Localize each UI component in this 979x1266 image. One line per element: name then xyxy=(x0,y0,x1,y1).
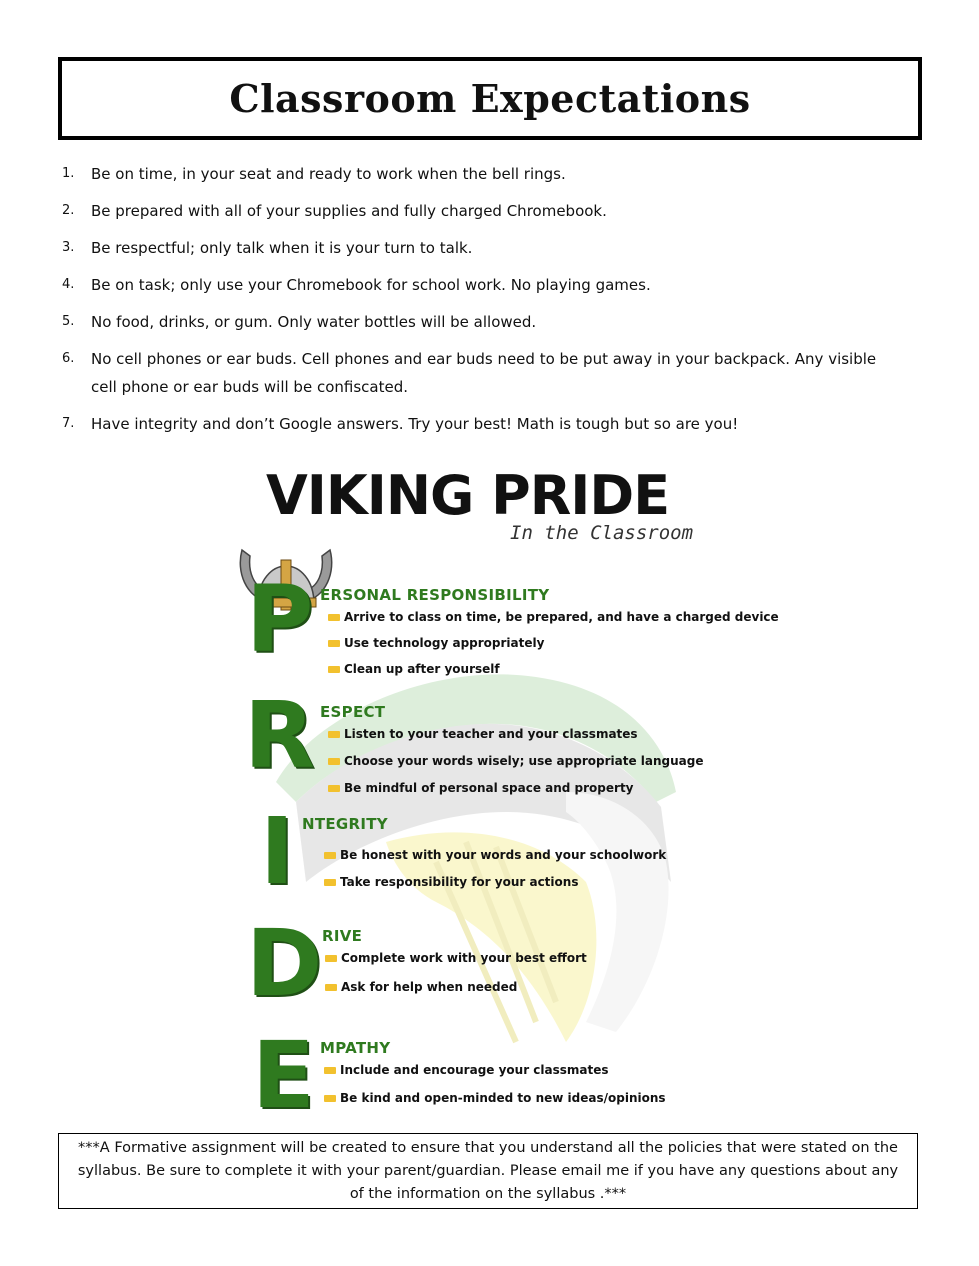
list-text: Have integrity and don’t Google answers. Try your best! Math is tough but so are you! xyxy=(91,415,739,433)
bullet-item: Listen to your teacher and your classmates xyxy=(328,727,638,741)
letter-p: P xyxy=(246,566,314,673)
list-text: Be prepared with all of your supplies and fully charged Chromebook. xyxy=(91,202,607,220)
list-item xyxy=(62,271,902,299)
page-title: Classroom Expectations xyxy=(229,76,751,121)
list-item xyxy=(62,234,902,262)
section-heading: ESPECT xyxy=(320,703,386,721)
letter-i: I xyxy=(260,798,295,905)
section-heading: MPATHY xyxy=(320,1039,391,1057)
letter-r: R xyxy=(244,682,315,789)
bullet-item: Choose your words wisely; use appropriate language xyxy=(328,754,703,768)
list-number: 4. xyxy=(62,277,75,292)
bullet-item: Clean up after yourself xyxy=(328,662,500,676)
list-text: Be on time, in your seat and ready to work when the bell rings. xyxy=(91,165,566,183)
list-text: Be respectful; only talk when it is your turn to talk. xyxy=(91,239,473,257)
list-text: Be on task; only use your Chromebook for school work. No playing games. xyxy=(91,276,651,294)
bullet-item: Be mindful of personal space and property xyxy=(328,781,634,795)
section-heading: NTEGRITY xyxy=(302,815,388,833)
list-text: No cell phones or ear buds. Cell phones and ear buds need to be put away in your backpack. Any visible cell phone or ear buds will be confiscated. xyxy=(91,350,877,396)
list-text: No food, drinks, or gum. Only water bottles will be allowed. xyxy=(91,313,537,331)
bullet-item: Be kind and open-minded to new ideas/opinions xyxy=(324,1091,666,1105)
bullet-item: Take responsibility for your actions xyxy=(324,875,578,889)
bullet-item: Complete work with your best effort xyxy=(325,951,587,965)
section-heading: ERSONAL RESPONSIBILITY xyxy=(320,586,550,604)
list-item xyxy=(62,410,902,438)
letter-e: E xyxy=(252,1022,315,1129)
bullet-item: Be honest with your words and your schoolwork xyxy=(324,848,666,862)
list-number: 6. xyxy=(62,351,75,366)
list-item xyxy=(62,197,902,225)
viking-pride-poster xyxy=(236,462,779,1129)
list-item xyxy=(62,308,902,336)
list-number: 5. xyxy=(62,314,75,329)
list-number: 1. xyxy=(62,166,75,181)
list-number: 3. xyxy=(62,240,75,255)
footer-text: ***A Formative assignment will be created to ensure that you understand all the policies that were stated on the syllabus. Be sure to complete it with your parent/guardian. Please email me if you have any questions about any of the information on the syllabus .*** xyxy=(77,1139,899,1202)
title-box xyxy=(58,57,922,140)
list-item xyxy=(62,345,902,401)
list-number: 7. xyxy=(62,416,75,431)
footer-note xyxy=(58,1133,918,1209)
list-item xyxy=(62,160,902,188)
poster-title: VIKING PRIDE xyxy=(266,464,670,527)
bullet-item: Include and encourage your classmates xyxy=(324,1063,609,1077)
beard-shape xyxy=(386,832,596,1042)
bullet-item: Use technology appropriately xyxy=(328,636,544,650)
letter-d: D xyxy=(246,910,323,1017)
poster-subtitle: In the Classroom xyxy=(510,522,694,544)
section-heading: RIVE xyxy=(322,927,363,945)
bullet-item: Ask for help when needed xyxy=(325,980,517,994)
bullet-item: Arrive to class on time, be prepared, and have a charged device xyxy=(328,610,779,624)
list-number: 2. xyxy=(62,203,75,218)
expectations-list xyxy=(62,160,902,447)
